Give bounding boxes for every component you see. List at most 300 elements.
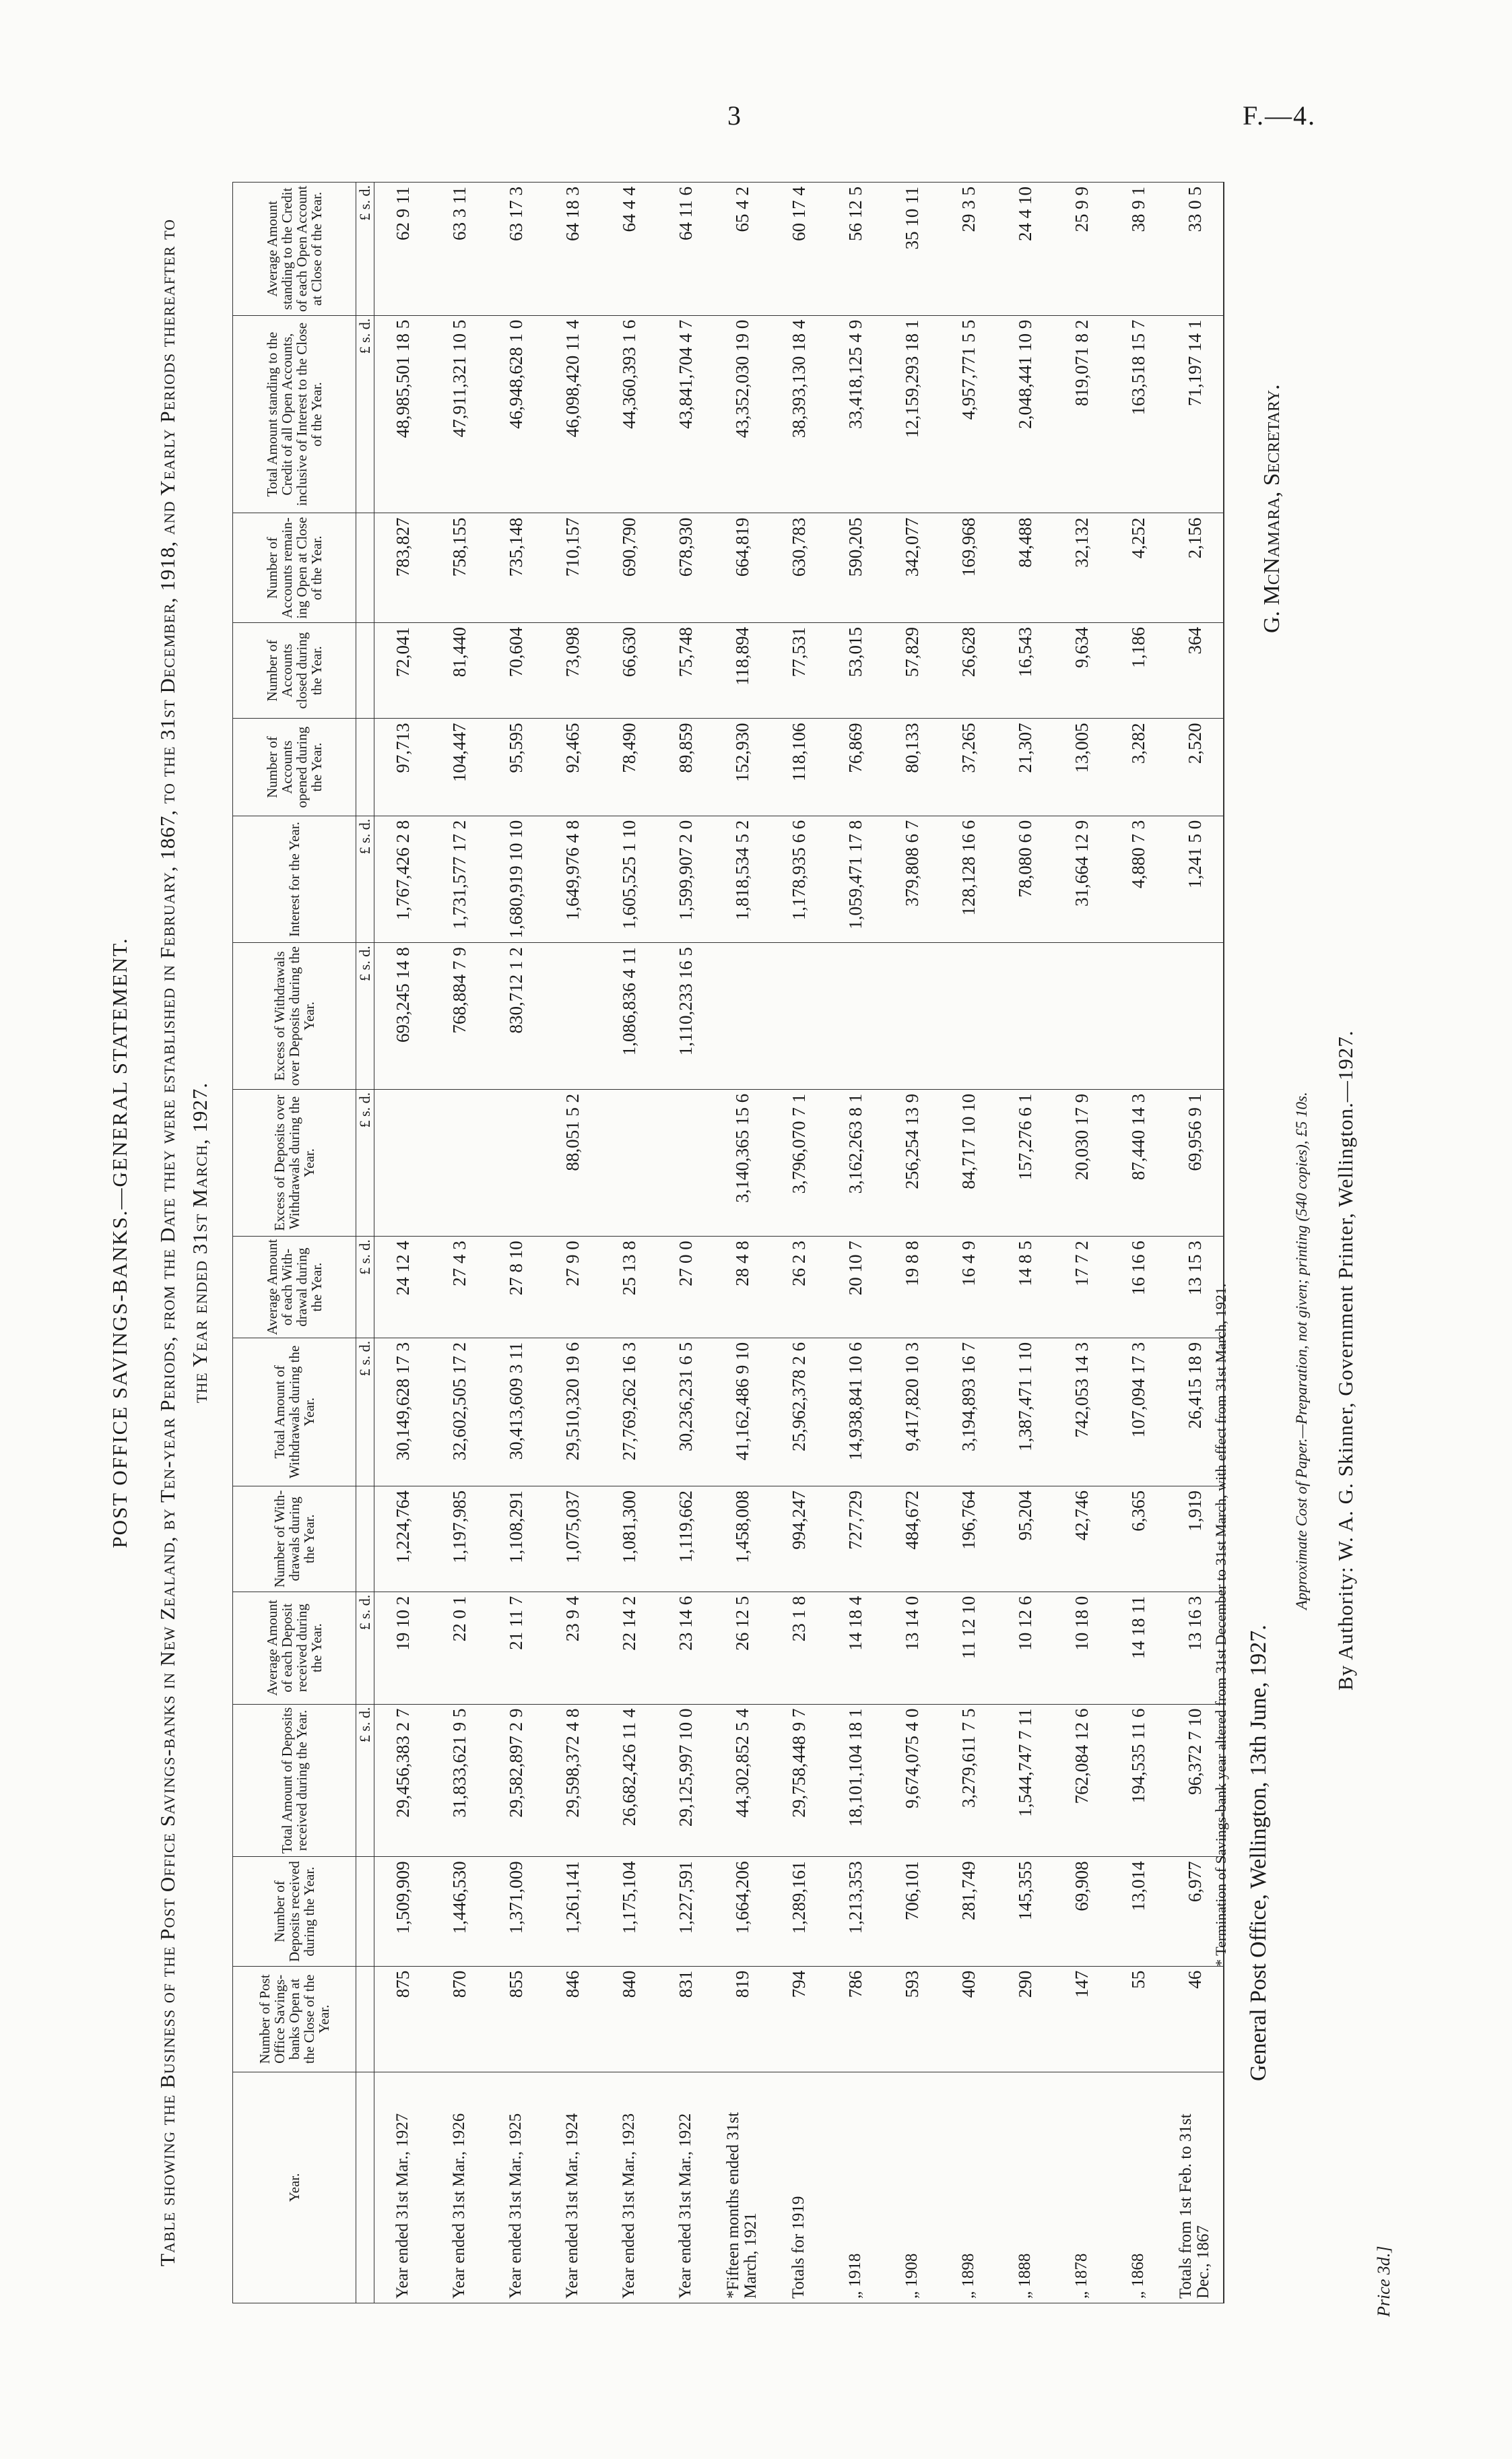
table-cell: 23 9 4 (544, 1592, 601, 1704)
table-cell: 64 11 6 (657, 183, 714, 316)
table-cell: 664,819 (714, 513, 770, 622)
table-cell: 95,595 (488, 719, 544, 816)
table-cell: 56 12 5 (827, 183, 884, 316)
table-row (544, 183, 601, 2303)
table-body (374, 183, 1224, 2303)
table-cell: 118,106 (770, 719, 827, 816)
table-cell: 1,261,141 (544, 1857, 601, 1966)
table-cell: 30,236,231 6 5 (657, 1338, 714, 1486)
unit-label-1 (356, 1966, 374, 2072)
table-row (374, 183, 432, 2303)
table-cell: 994,247 (770, 1486, 827, 1592)
table-cell: 44,302,852 5 4 (714, 1704, 770, 1857)
table-cell: 27 0 0 (657, 1237, 714, 1338)
table-cell: 21 11 7 (488, 1592, 544, 1704)
table-cell: 9,417,820 10 3 (884, 1338, 940, 1486)
table-cell: 1,241 5 0 (1166, 816, 1224, 943)
row-year-label: Year ended 31st Mar., 1925 (488, 2072, 544, 2303)
table-cell: 66,630 (601, 622, 657, 718)
table-cell: 42,746 (1053, 1486, 1110, 1592)
table-row (1053, 183, 1110, 2303)
table-cell: 76,869 (827, 719, 884, 816)
table-cell: 16,543 (997, 622, 1053, 718)
unit-label-4: £ s. d. (356, 1592, 374, 1704)
column-header-14: Total Amount standing to the Credit of all Open Accounts, inclusive of Interest to the Close of the Year. (233, 315, 356, 513)
table-cell: 64 4 4 (601, 183, 657, 316)
table-cell: 846 (544, 1966, 601, 2072)
post-office-line: General Post Office, Wellington, 13th June, 1927. (1246, 1625, 1271, 2081)
table-cell: 1,371,009 (488, 1857, 544, 1966)
table-cell: 4,880 7 3 (1110, 816, 1166, 943)
table-cell: 11 12 10 (940, 1592, 997, 1704)
table-cell: 72,041 (374, 622, 432, 718)
table-cell: 409 (940, 1966, 997, 2072)
column-header-0: Year. (233, 2072, 356, 2303)
table-cell: 71,197 14 1 (1166, 315, 1224, 513)
row-year-label: „ 1878 (1053, 2072, 1110, 2303)
table-cell: 43,352,030 19 0 (714, 315, 770, 513)
table-cell: 26,628 (940, 622, 997, 718)
table-cell: 37,265 (940, 719, 997, 816)
table-cell: 1,509,909 (374, 1857, 432, 1966)
table-cell: 290 (997, 1966, 1053, 2072)
column-header-10: Interest for the Year. (233, 816, 356, 943)
table-cell: 89,859 (657, 719, 714, 816)
table-cell (601, 1089, 657, 1236)
table-cell: 19 10 2 (374, 1592, 432, 1704)
table-cell: 1,919 (1166, 1486, 1224, 1592)
table-cell: 29,598,372 4 8 (544, 1704, 601, 1857)
table-cell: 590,205 (827, 513, 884, 622)
table-cell: 14 18 11 (1110, 1592, 1166, 1704)
table-cell: 3,194,893 16 7 (940, 1338, 997, 1486)
table-cell: 1,224,764 (374, 1486, 432, 1592)
table-cell: 1,649,976 4 8 (544, 816, 601, 943)
table-cell: 1,086,836 4 11 (601, 943, 657, 1090)
row-year-label: Year ended 31st Mar., 1922 (657, 2072, 714, 2303)
table-cell: 65 4 2 (714, 183, 770, 316)
table-cell: 88,051 5 2 (544, 1089, 601, 1236)
table-cell: 870 (431, 1966, 488, 2072)
unit-label-10: £ s. d. (356, 816, 374, 943)
page-number: 3 (727, 100, 741, 131)
column-header-11: Number of Accounts opened during the Year. (233, 719, 356, 816)
table-cell: 128,128 16 6 (940, 816, 997, 943)
table-cell: 1,197,985 (431, 1486, 488, 1592)
table-row (940, 183, 997, 2303)
table-cell (544, 943, 601, 1090)
table-cell: 87,440 14 3 (1110, 1089, 1166, 1236)
table-cell: 1,731,577 17 2 (431, 816, 488, 943)
table-cell: 1,446,530 (431, 1857, 488, 1966)
table-cell: 29,510,320 19 6 (544, 1338, 601, 1486)
table-cell: 3,282 (1110, 719, 1166, 816)
table-cell: 9,634 (1053, 622, 1110, 718)
table-cell: 104,447 (431, 719, 488, 816)
table-cell: 60 17 4 (770, 183, 827, 316)
table-cell: 22 14 2 (601, 1592, 657, 1704)
table-cell: 1,767,426 2 8 (374, 816, 432, 943)
row-year-label: Year ended 31st Mar., 1926 (431, 2072, 488, 2303)
table-cell: 831 (657, 1966, 714, 2072)
table-row (488, 183, 544, 2303)
table-subtitle: Table showing the Business of the Post Office Savings-banks in New Zealand, by Ten-year Periods, from the Date they were established in February, 1867, to the 31st December, 1918, and Yearly Periods thereafter to the Year ended 31st March, 1927. (156, 218, 211, 2267)
rotated-statement (108, 182, 1393, 2317)
row-year-label: „ 1888 (997, 2072, 1053, 2303)
table-cell: 3,140,365 15 6 (714, 1089, 770, 1236)
table-cell: 73,098 (544, 622, 601, 718)
table-cell (431, 1089, 488, 1236)
table-cell: 6,977 (1166, 1857, 1224, 1966)
table-cell: 1,075,037 (544, 1486, 601, 1592)
table-cell: 630,783 (770, 513, 827, 622)
table-cell: 256,254 13 9 (884, 1089, 940, 1236)
table-cell: 20,030 17 9 (1053, 1089, 1110, 1236)
column-header-8: Excess of Deposits over Withdrawals during the Year. (233, 1089, 356, 1236)
table-cell: 706,101 (884, 1857, 940, 1966)
table-cell: 26 12 5 (714, 1592, 770, 1704)
column-header-7: Average Amount of each With-drawal during the Year. (233, 1237, 356, 1338)
row-year-label: Year ended 31st Mar., 1923 (601, 2072, 657, 2303)
table-cell: 1,680,919 10 10 (488, 816, 544, 943)
table-cell: 26,682,426 11 4 (601, 1704, 657, 1857)
table-cell: 1,818,534 5 2 (714, 816, 770, 943)
table-cell: 2,048,441 10 9 (997, 315, 1053, 513)
table-row (657, 183, 714, 2303)
table-cell: 9,674,075 4 0 (884, 1704, 940, 1857)
table-cell: 63 3 11 (431, 183, 488, 316)
table-cell: 4,252 (1110, 513, 1166, 622)
column-header-15: Average Amount standing to the Credit of each Open Account at Close of the Year. (233, 183, 356, 316)
table-cell: 1,289,161 (770, 1857, 827, 1966)
table-cell (1110, 943, 1166, 1090)
table-cell (827, 943, 884, 1090)
table-cell: 13,014 (1110, 1857, 1166, 1966)
column-header-13: Number of Accounts remain-ing Open at Close of the Year. (233, 513, 356, 622)
column-header-1: Number of Post Office Savings-banks Open at the Close of the Year. (233, 1966, 356, 2072)
table-cell: 77,531 (770, 622, 827, 718)
table-cell: 710,157 (544, 513, 601, 622)
row-year-label: Totals for 1919 (770, 2072, 827, 2303)
row-year-label: „ 1918 (827, 2072, 884, 2303)
table-cell: 1,664,206 (714, 1857, 770, 1966)
table-cell: 1,119,662 (657, 1486, 714, 1592)
table-cell: 27 4 3 (431, 1237, 488, 1338)
table-cell: 26,415 18 9 (1166, 1338, 1224, 1486)
unit-label-6: £ s. d. (356, 1338, 374, 1486)
table-cell: 20 10 7 (827, 1237, 884, 1338)
table-cell: 840 (601, 1966, 657, 2072)
unit-label-9: £ s. d. (356, 943, 374, 1090)
unit-label-5 (356, 1486, 374, 1592)
table-cell: 33,418,125 4 9 (827, 315, 884, 513)
table-cell: 147 (1053, 1966, 1110, 2072)
table-row (997, 183, 1053, 2303)
unit-label-2 (356, 1857, 374, 1966)
table-cell: 794 (770, 1966, 827, 2072)
unit-label-3: £ s. d. (356, 1704, 374, 1857)
table-cell: 29 3 5 (940, 183, 997, 316)
table-cell: 27 9 0 (544, 1237, 601, 1338)
table-cell: 1,178,935 6 6 (770, 816, 827, 943)
table-cell: 97,713 (374, 719, 432, 816)
table-cell: 46 (1166, 1966, 1224, 2072)
table-cell: 12,159,293 18 1 (884, 315, 940, 513)
table-cell: 2,156 (1166, 513, 1224, 622)
table-row (1110, 183, 1166, 2303)
table-cell (657, 1089, 714, 1236)
row-year-label: *Fifteen months ended 31st March, 1921 (714, 2072, 770, 2303)
table-cell: 38 9 1 (1110, 183, 1166, 316)
column-header-4: Average Amount of each Deposit received during the Year. (233, 1592, 356, 1704)
table-cell (488, 1089, 544, 1236)
table-cell: 48,985,501 18 5 (374, 315, 432, 513)
table-cell: 30,149,628 17 3 (374, 1338, 432, 1486)
table-cell (884, 943, 940, 1090)
table-cell: 31,664 12 9 (1053, 816, 1110, 943)
table-cell: 768,884 7 9 (431, 943, 488, 1090)
table-cell: 1,227,591 (657, 1857, 714, 1966)
table-cell: 23 1 8 (770, 1592, 827, 1704)
table-row (601, 183, 657, 2303)
column-header-3: Total Amount of Deposits received during the Year. (233, 1704, 356, 1857)
table-cell: 3,796,070 7 1 (770, 1089, 827, 1236)
table-cell: 742,053 14 3 (1053, 1338, 1110, 1486)
column-header-6: Total Amount of Withdrawals during the Year. (233, 1338, 356, 1486)
table-cell: 25 13 8 (601, 1237, 657, 1338)
table-cell: 53,015 (827, 622, 884, 718)
table-cell: 1,081,300 (601, 1486, 657, 1592)
table-cell: 855 (488, 1966, 544, 2072)
table-cell: 1,213,353 (827, 1857, 884, 1966)
document-reference: F.—4. (1243, 100, 1317, 131)
table-cell: 819 (714, 1966, 770, 2072)
table-cell: 1,175,104 (601, 1857, 657, 1966)
table-cell (940, 943, 997, 1090)
table-cell: 10 18 0 (1053, 1592, 1110, 1704)
table-cell: 16 4 9 (940, 1237, 997, 1338)
table-cell: 1,110,233 16 5 (657, 943, 714, 1090)
table-cell: 727,729 (827, 1486, 884, 1592)
row-year-label: Year ended 31st Mar., 1927 (374, 2072, 432, 2303)
table-cell: 96,372 7 10 (1166, 1704, 1224, 1857)
unit-label-8: £ s. d. (356, 1089, 374, 1236)
table-cell: 342,077 (884, 513, 940, 622)
table-cell: 379,808 6 7 (884, 816, 940, 943)
table-cell: 6,365 (1110, 1486, 1166, 1592)
table-cell (1053, 943, 1110, 1090)
table-cell: 28 4 8 (714, 1237, 770, 1338)
table-cell: 819,071 8 2 (1053, 315, 1110, 513)
table-row (884, 183, 940, 2303)
table-row (431, 183, 488, 2303)
table-cell: 4,957,771 5 5 (940, 315, 997, 513)
table-row (714, 183, 770, 2303)
table-cell: 13,005 (1053, 719, 1110, 816)
table-cell (374, 1089, 432, 1236)
table-cell: 30,413,609 3 11 (488, 1338, 544, 1486)
table-cell: 41,162,486 9 10 (714, 1338, 770, 1486)
table-cell: 21,307 (997, 719, 1053, 816)
row-year-label: Year ended 31st Mar., 1924 (544, 2072, 601, 2303)
table-cell: 80,133 (884, 719, 940, 816)
table-cell: 3,279,611 7 5 (940, 1704, 997, 1857)
unit-label-0 (356, 2072, 374, 2303)
table-cell: 194,535 11 6 (1110, 1704, 1166, 1857)
row-year-label: „ 1908 (884, 2072, 940, 2303)
table-cell: 1,059,471 17 8 (827, 816, 884, 943)
table-cell: 29,758,448 9 7 (770, 1704, 827, 1857)
table-cell: 78,490 (601, 719, 657, 816)
table-cell: 24 12 4 (374, 1237, 432, 1338)
table-cell: 678,930 (657, 513, 714, 622)
table-cell: 46,948,628 1 0 (488, 315, 544, 513)
table-cell: 57,829 (884, 622, 940, 718)
table-cell: 70,604 (488, 622, 544, 718)
table-cell: 27,769,262 16 3 (601, 1338, 657, 1486)
table-cell: 81,440 (431, 622, 488, 718)
table-cell: 17 7 2 (1053, 1237, 1110, 1338)
table-cell: 693,245 14 8 (374, 943, 432, 1090)
table-cell: 35 10 11 (884, 183, 940, 316)
unit-label-14: £ s. d. (356, 315, 374, 513)
table-cell: 78,080 6 0 (997, 816, 1053, 943)
table-cell: 25 9 9 (1053, 183, 1110, 316)
row-year-label: Totals from 1st Feb. to 31st Dec., 1867 (1166, 2072, 1224, 2303)
price-note: Price 3d.] (1374, 2245, 1393, 2317)
table-cell: 1,605,525 1 10 (601, 816, 657, 943)
printer-authority: By Authority: W. A. G. Skinner, Government Printer, Wellington.—1927. (1334, 1030, 1357, 1691)
column-header-9: Excess of Withdrawals over Deposits during the Year. (233, 943, 356, 1090)
table-cell: 69,908 (1053, 1857, 1110, 1966)
table-cell: 1,108,291 (488, 1486, 544, 1592)
table-cell: 46,098,420 11 4 (544, 315, 601, 513)
table-cell: 63 17 3 (488, 183, 544, 316)
table-cell (714, 943, 770, 1090)
table-cell: 29,582,897 2 9 (488, 1704, 544, 1857)
table-cell: 163,518 15 7 (1110, 315, 1166, 513)
table-cell: 31,833,621 9 5 (431, 1704, 488, 1857)
table-cell (997, 943, 1053, 1090)
table-cell: 24 4 10 (997, 183, 1053, 316)
table-row (770, 183, 827, 2303)
table-cell: 281,749 (940, 1857, 997, 1966)
unit-label-11 (356, 719, 374, 816)
table-cell: 62 9 11 (374, 183, 432, 316)
table-cell: 152,930 (714, 719, 770, 816)
table-cell: 3,162,263 8 1 (827, 1089, 884, 1236)
unit-label-7: £ s. d. (356, 1237, 374, 1338)
unit-label-12 (356, 622, 374, 718)
table-cell (770, 943, 827, 1090)
table-cell: 55 (1110, 1966, 1166, 2072)
table-cell: 14,938,841 10 6 (827, 1338, 884, 1486)
row-year-label: „ 1898 (940, 2072, 997, 2303)
secretary-signature: G. McNamara, Secretary. (1259, 384, 1284, 633)
table-cell: 47,911,321 10 5 (431, 315, 488, 513)
unit-label-15: £ s. d. (356, 183, 374, 316)
table-cell: 690,790 (601, 513, 657, 622)
table-cell: 145,355 (997, 1857, 1053, 1966)
table-cell: 786 (827, 1966, 884, 2072)
table-cell: 13 14 0 (884, 1592, 940, 1704)
table-cell: 13 16 3 (1166, 1592, 1224, 1704)
table-cell: 43,841,704 4 7 (657, 315, 714, 513)
table-cell: 44,360,393 1 6 (601, 315, 657, 513)
table-cell: 22 0 1 (431, 1592, 488, 1704)
column-header-5: Number of With-drawals during the Year. (233, 1486, 356, 1592)
table-cell: 364 (1166, 622, 1224, 718)
unit-label-13 (356, 513, 374, 622)
table-row (827, 183, 884, 2303)
table-cell: 484,672 (884, 1486, 940, 1592)
table-cell: 157,276 6 1 (997, 1089, 1053, 1236)
table-cell: 84,717 10 10 (940, 1089, 997, 1236)
table-cell: 18,101,104 18 1 (827, 1704, 884, 1857)
table-cell: 33 0 5 (1166, 183, 1224, 316)
table-cell: 783,827 (374, 513, 432, 622)
table-cell: 29,456,383 2 7 (374, 1704, 432, 1857)
table-row (1166, 183, 1224, 2303)
table-cell: 23 14 6 (657, 1592, 714, 1704)
savings-bank-table (232, 182, 1224, 2303)
table-cell: 1,599,907 2 0 (657, 816, 714, 943)
table-cell: 92,465 (544, 719, 601, 816)
table-cell: 1,458,008 (714, 1486, 770, 1592)
table-cell: 14 18 4 (827, 1592, 884, 1704)
table-cell (1166, 943, 1224, 1090)
table-cell: 19 8 8 (884, 1237, 940, 1338)
table-cell: 593 (884, 1966, 940, 2072)
table-cell: 2,520 (1166, 719, 1224, 816)
table-cell: 830,712 1 2 (488, 943, 544, 1090)
table-cell: 29,125,997 10 0 (657, 1704, 714, 1857)
table-cell: 875 (374, 1966, 432, 2072)
table-cell: 25,962,378 2 6 (770, 1338, 827, 1486)
table-cell: 1,186 (1110, 622, 1166, 718)
header-row (233, 183, 356, 2303)
table-cell: 75,748 (657, 622, 714, 718)
footnote: * Termination of Savings-bank year altered from 31st December to 31st March, with effect from 31st March, 1921. (1212, 1283, 1229, 1967)
column-header-2: Number of Deposits received during the Year. (233, 1857, 356, 1966)
table-cell: 758,155 (431, 513, 488, 622)
table-cell: 64 18 3 (544, 183, 601, 316)
table-cell: 26 2 3 (770, 1237, 827, 1338)
table-cell: 14 8 5 (997, 1237, 1053, 1338)
table-cell: 118,894 (714, 622, 770, 718)
table-cell: 84,488 (997, 513, 1053, 622)
table-cell: 1,387,471 1 10 (997, 1338, 1053, 1486)
table-cell: 69,956 9 1 (1166, 1089, 1224, 1236)
table-cell: 32,602,505 17 2 (431, 1338, 488, 1486)
table-cell: 38,393,130 18 4 (770, 315, 827, 513)
row-year-label: „ 1868 (1110, 2072, 1166, 2303)
table-cell: 169,968 (940, 513, 997, 622)
table-cell: 16 16 6 (1110, 1237, 1166, 1338)
column-header-12: Number of Accounts closed during the Year. (233, 622, 356, 718)
table-cell: 32,132 (1053, 513, 1110, 622)
table-cell: 107,094 17 3 (1110, 1338, 1166, 1486)
cost-note: Approximate Cost of Paper.—Preparation, not given; printing (540 copies), £5 10s. (1293, 1092, 1310, 1610)
table-cell: 95,204 (997, 1486, 1053, 1592)
table-cell: 13 15 3 (1166, 1237, 1224, 1338)
table-cell: 10 12 6 (997, 1592, 1053, 1704)
table-cell: 1,544,747 7 11 (997, 1704, 1053, 1857)
statement-heading: POST OFFICE SAVINGS-BANKS.—GENERAL STATEMENT. (108, 937, 131, 1548)
table-cell: 735,148 (488, 513, 544, 622)
table-cell: 762,084 12 6 (1053, 1704, 1110, 1857)
table-cell: 27 8 10 (488, 1237, 544, 1338)
